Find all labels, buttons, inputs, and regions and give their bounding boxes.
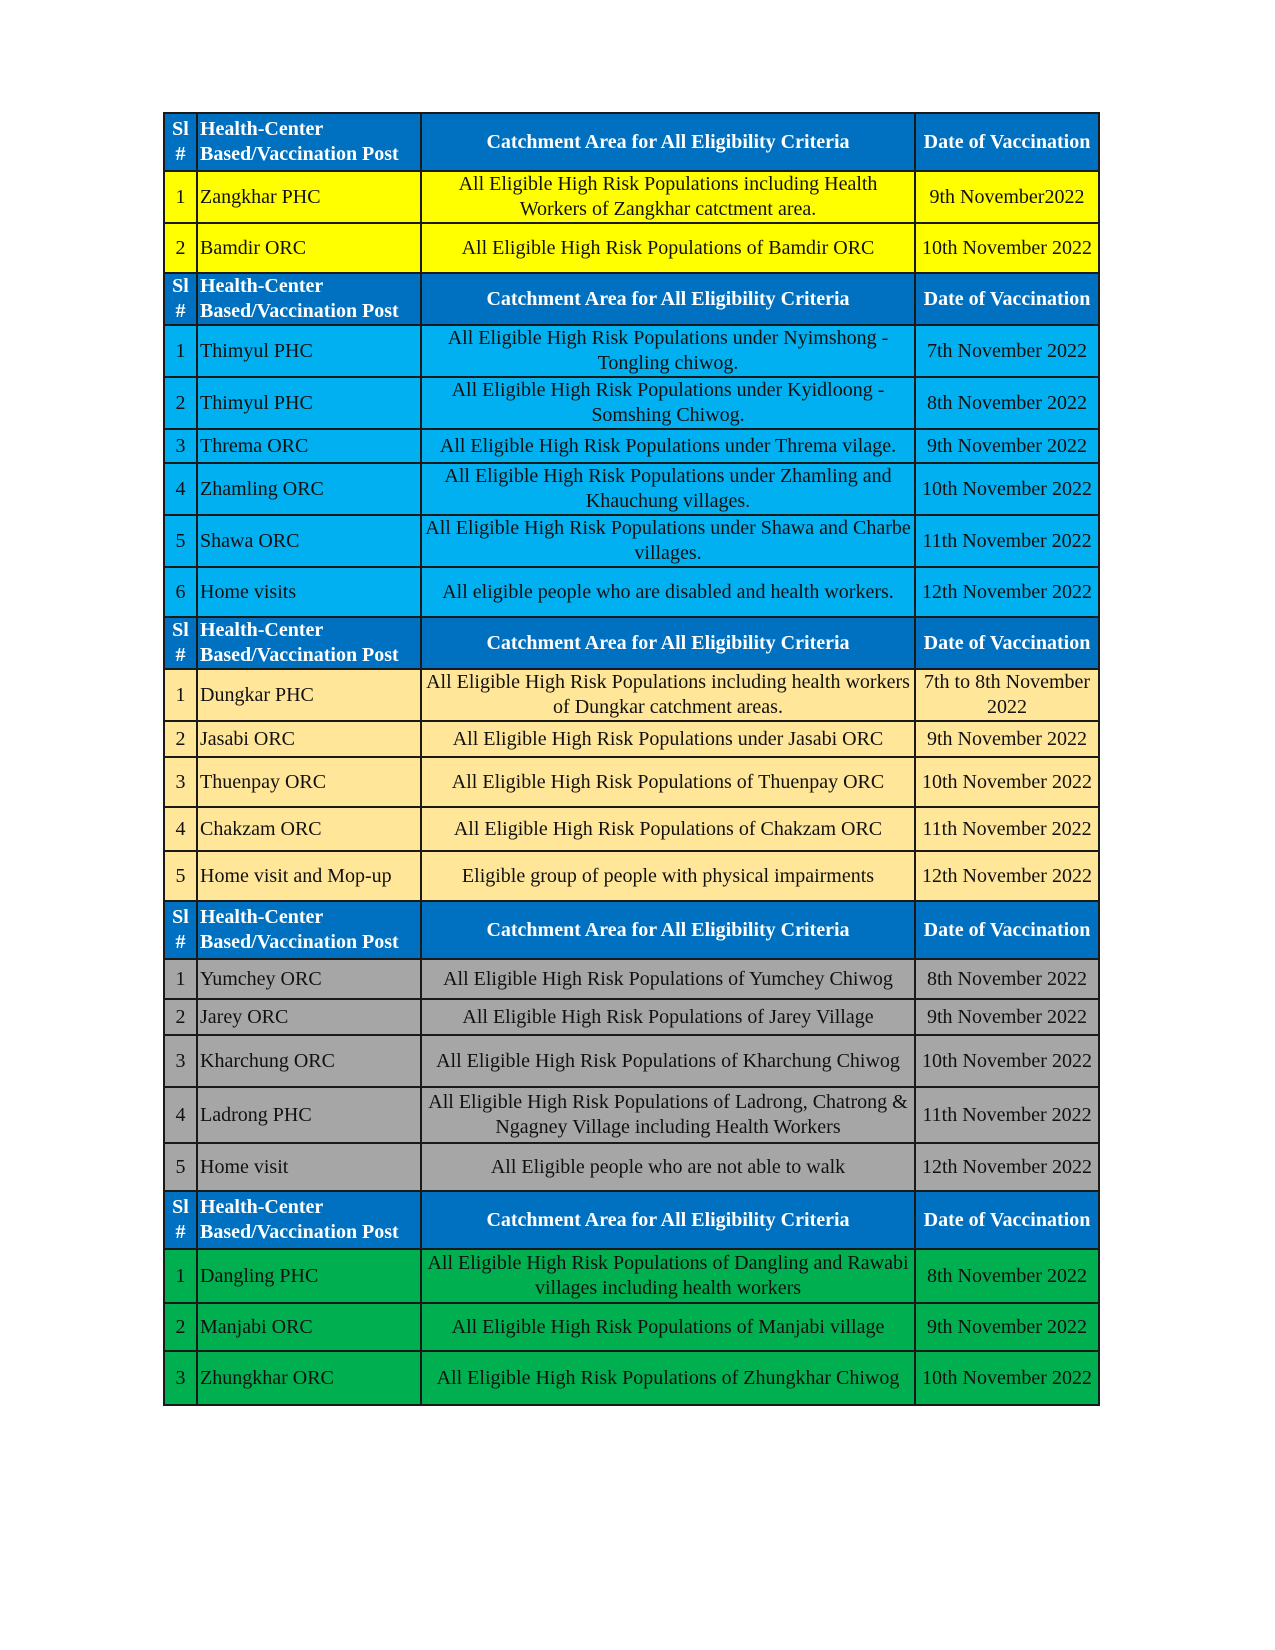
cell-date: 7th to 8th November 2022 [915, 669, 1099, 721]
cell-health-center: Ladrong PHC [197, 1087, 421, 1143]
cell-date: 9th November 2022 [915, 1303, 1099, 1351]
cell-catchment-area: All Eligible people who are not able to walk [421, 1143, 915, 1191]
cell-sl: 2 [164, 377, 197, 429]
vaccination-schedule-table [163, 112, 1100, 1406]
header-sl: Sl # [164, 113, 197, 171]
cell-date: 10th November 2022 [915, 1035, 1099, 1087]
cell-date: 8th November 2022 [915, 959, 1099, 999]
table-row [164, 807, 1099, 851]
cell-catchment-area: All Eligible High Risk Populations of Chakzam ORC [421, 807, 915, 851]
cell-catchment-area: All Eligible High Risk Populations of Kharchung Chiwog [421, 1035, 915, 1087]
cell-catchment-area: All Eligible High Risk Populations under Zhamling and Khauchung villages. [421, 463, 915, 515]
table-row [164, 171, 1099, 223]
cell-health-center: Dungkar PHC [197, 669, 421, 721]
cell-health-center: Home visits [197, 567, 421, 617]
cell-health-center: Jasabi ORC [197, 721, 421, 757]
cell-catchment-area: All Eligible High Risk Populations of Yumchey Chiwog [421, 959, 915, 999]
table-row [164, 1303, 1099, 1351]
cell-health-center: Thimyul PHC [197, 377, 421, 429]
cell-sl: 4 [164, 463, 197, 515]
cell-catchment-area: All Eligible High Risk Populations under Nyimshong - Tongling chiwog. [421, 325, 915, 377]
group-header-row-3 [164, 617, 1099, 669]
table-row [164, 515, 1099, 567]
table-row [164, 463, 1099, 515]
cell-catchment-area: All Eligible High Risk Populations under Kyidloong - Somshing Chiwog. [421, 377, 915, 429]
cell-catchment-area: All Eligible High Risk Populations of Thuenpay ORC [421, 757, 915, 807]
cell-health-center: Thuenpay ORC [197, 757, 421, 807]
cell-health-center: Thimyul PHC [197, 325, 421, 377]
cell-sl: 1 [164, 669, 197, 721]
cell-sl: 3 [164, 1035, 197, 1087]
header-catchment-area: Catchment Area for All Eligibility Criteria [421, 617, 915, 669]
table-row [164, 1351, 1099, 1405]
header-health-center: Health-Center Based/Vaccination Post [197, 1191, 421, 1249]
cell-health-center: Bamdir ORC [197, 223, 421, 273]
header-health-center: Health-Center Based/Vaccination Post [197, 901, 421, 959]
cell-date: 9th November 2022 [915, 721, 1099, 757]
table-row [164, 1035, 1099, 1087]
cell-health-center: Dangling PHC [197, 1249, 421, 1303]
cell-date: 9th November2022 [915, 171, 1099, 223]
cell-catchment-area: All Eligible High Risk Populations under Shawa and Charbe villages. [421, 515, 915, 567]
cell-sl: 2 [164, 1303, 197, 1351]
header-date-of-vaccination: Date of Vaccination [915, 113, 1099, 171]
group-header-row-1 [164, 113, 1099, 171]
table-row [164, 669, 1099, 721]
cell-catchment-area: Eligible group of people with physical impairments [421, 851, 915, 901]
table-row [164, 757, 1099, 807]
cell-catchment-area: All Eligible High Risk Populations including Health Workers of Zangkhar catctment area. [421, 171, 915, 223]
cell-date: 10th November 2022 [915, 757, 1099, 807]
cell-date: 11th November 2022 [915, 1087, 1099, 1143]
cell-sl: 4 [164, 807, 197, 851]
cell-sl: 1 [164, 1249, 197, 1303]
cell-catchment-area: All Eligible High Risk Populations of Dangling and Rawabi villages including health workers [421, 1249, 915, 1303]
cell-date: 12th November 2022 [915, 1143, 1099, 1191]
cell-health-center: Jarey ORC [197, 999, 421, 1035]
cell-date: 8th November 2022 [915, 1249, 1099, 1303]
cell-health-center: Chakzam ORC [197, 807, 421, 851]
cell-sl: 3 [164, 757, 197, 807]
cell-health-center: Zhamling ORC [197, 463, 421, 515]
cell-sl: 1 [164, 959, 197, 999]
cell-sl: 6 [164, 567, 197, 617]
cell-date: 9th November 2022 [915, 999, 1099, 1035]
cell-health-center: Home visit and Mop-up [197, 851, 421, 901]
cell-health-center: Manjabi ORC [197, 1303, 421, 1351]
table-row [164, 999, 1099, 1035]
cell-sl: 4 [164, 1087, 197, 1143]
cell-sl: 3 [164, 429, 197, 463]
table-row [164, 377, 1099, 429]
table-row [164, 325, 1099, 377]
cell-sl: 5 [164, 851, 197, 901]
cell-sl: 2 [164, 721, 197, 757]
header-sl: Sl # [164, 901, 197, 959]
cell-catchment-area: All Eligible High Risk Populations under Jasabi ORC [421, 721, 915, 757]
header-catchment-area: Catchment Area for All Eligibility Criteria [421, 113, 915, 171]
table-row [164, 567, 1099, 617]
cell-date: 10th November 2022 [915, 223, 1099, 273]
cell-date: 11th November 2022 [915, 515, 1099, 567]
header-sl: Sl # [164, 1191, 197, 1249]
header-date-of-vaccination: Date of Vaccination [915, 901, 1099, 959]
vaccination-schedule-sheet [163, 112, 1098, 1406]
cell-health-center: Zangkhar PHC [197, 171, 421, 223]
table-row [164, 959, 1099, 999]
cell-sl: 1 [164, 171, 197, 223]
header-sl: Sl # [164, 273, 197, 325]
cell-health-center: Shawa ORC [197, 515, 421, 567]
cell-sl: 3 [164, 1351, 197, 1405]
header-sl: Sl # [164, 617, 197, 669]
schedule-table-body [164, 113, 1099, 1405]
cell-catchment-area: All Eligible High Risk Populations of Ladrong, Chatrong & Ngagney Village including Health Workers [421, 1087, 915, 1143]
table-row [164, 721, 1099, 757]
cell-catchment-area: All eligible people who are disabled and health workers. [421, 567, 915, 617]
header-health-center: Health-Center Based/Vaccination Post [197, 273, 421, 325]
cell-date: 12th November 2022 [915, 567, 1099, 617]
cell-sl: 5 [164, 1143, 197, 1191]
table-row [164, 223, 1099, 273]
cell-health-center: Home visit [197, 1143, 421, 1191]
cell-date: 10th November 2022 [915, 463, 1099, 515]
header-catchment-area: Catchment Area for All Eligibility Criteria [421, 273, 915, 325]
cell-catchment-area: All Eligible High Risk Populations including health workers of Dungkar catchment areas. [421, 669, 915, 721]
table-row [164, 851, 1099, 901]
header-date-of-vaccination: Date of Vaccination [915, 273, 1099, 325]
cell-health-center: Zhungkhar ORC [197, 1351, 421, 1405]
cell-sl: 2 [164, 223, 197, 273]
cell-catchment-area: All Eligible High Risk Populations of Bamdir ORC [421, 223, 915, 273]
cell-catchment-area: All Eligible High Risk Populations under Threma vilage. [421, 429, 915, 463]
cell-health-center: Yumchey ORC [197, 959, 421, 999]
group-header-row-4 [164, 901, 1099, 959]
group-header-row-5 [164, 1191, 1099, 1249]
table-row [164, 429, 1099, 463]
cell-sl: 1 [164, 325, 197, 377]
cell-catchment-area: All Eligible High Risk Populations of Jarey Village [421, 999, 915, 1035]
cell-date: 10th November 2022 [915, 1351, 1099, 1405]
cell-date: 9th November 2022 [915, 429, 1099, 463]
table-row [164, 1087, 1099, 1143]
header-date-of-vaccination: Date of Vaccination [915, 617, 1099, 669]
header-health-center: Health-Center Based/Vaccination Post [197, 617, 421, 669]
cell-date: 7th November 2022 [915, 325, 1099, 377]
header-date-of-vaccination: Date of Vaccination [915, 1191, 1099, 1249]
cell-catchment-area: All Eligible High Risk Populations of Manjabi village [421, 1303, 915, 1351]
table-row [164, 1143, 1099, 1191]
header-catchment-area: Catchment Area for All Eligibility Criteria [421, 901, 915, 959]
cell-health-center: Kharchung ORC [197, 1035, 421, 1087]
cell-date: 8th November 2022 [915, 377, 1099, 429]
table-row [164, 1249, 1099, 1303]
group-header-row-2 [164, 273, 1099, 325]
cell-date: 12th November 2022 [915, 851, 1099, 901]
cell-health-center: Threma ORC [197, 429, 421, 463]
cell-sl: 5 [164, 515, 197, 567]
header-health-center: Health-Center Based/Vaccination Post [197, 113, 421, 171]
cell-sl: 2 [164, 999, 197, 1035]
cell-date: 11th November 2022 [915, 807, 1099, 851]
cell-catchment-area: All Eligible High Risk Populations of Zhungkhar Chiwog [421, 1351, 915, 1405]
header-catchment-area: Catchment Area for All Eligibility Criteria [421, 1191, 915, 1249]
